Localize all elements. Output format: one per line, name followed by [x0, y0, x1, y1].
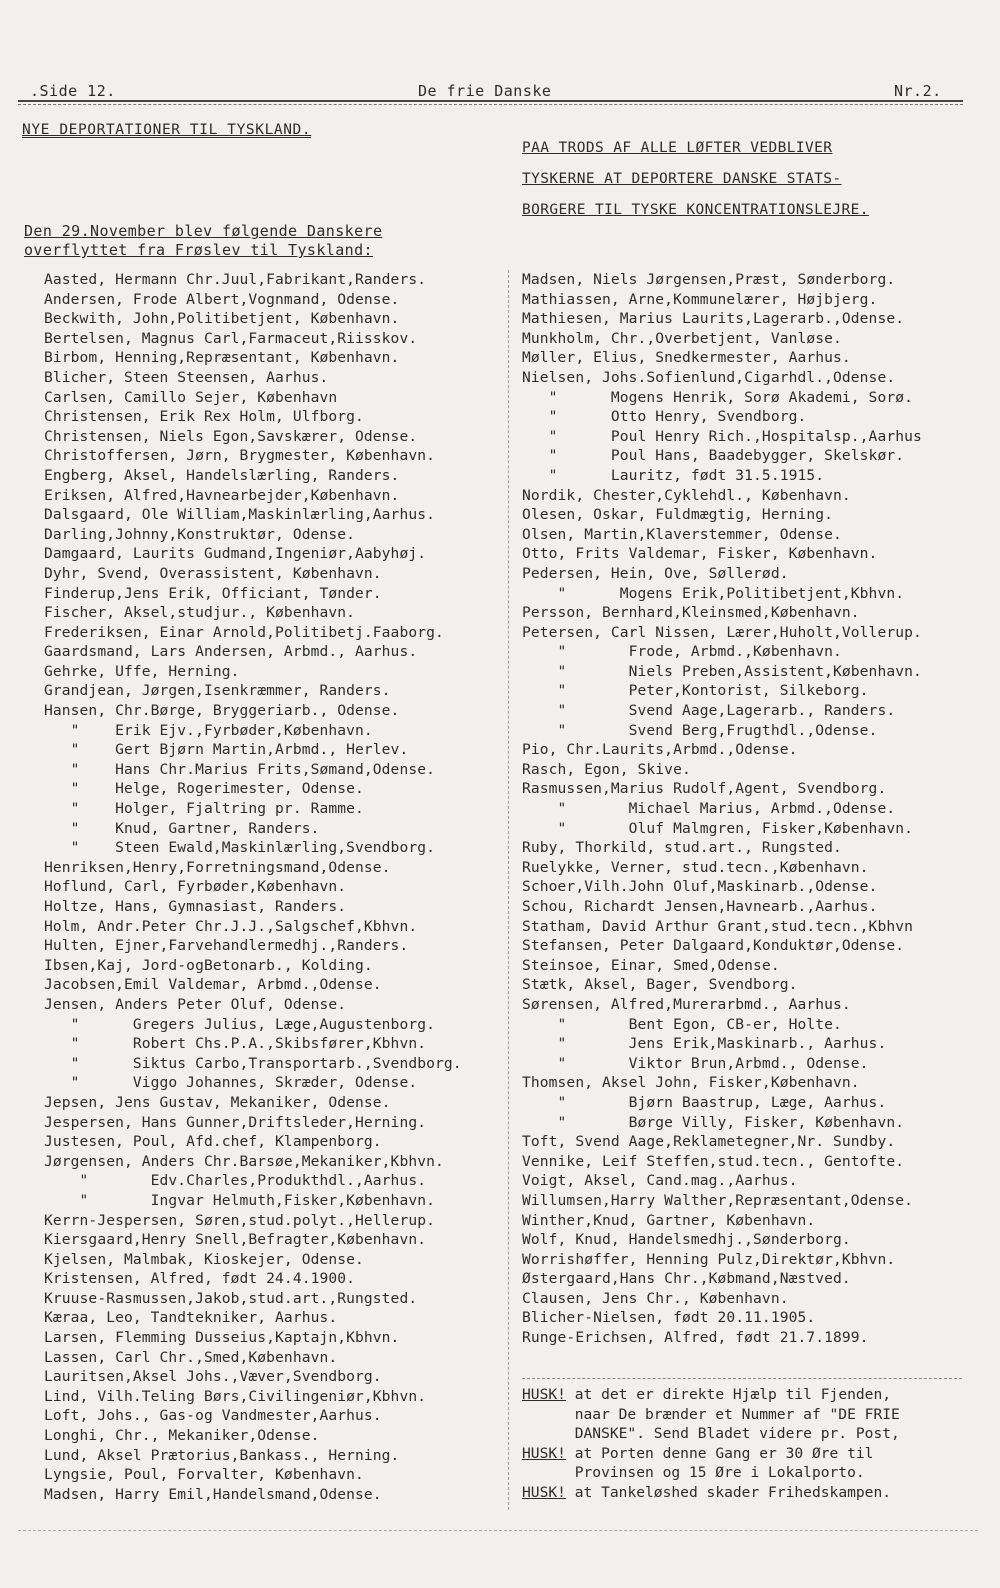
bottom-rule — [18, 1530, 978, 1531]
list-item: " Gregers Julius, Læge,Augustenborg. — [44, 1015, 435, 1033]
list-item: Lind, Vilh.Teling Børs,Civilingeniør,Kbhvn. — [44, 1387, 427, 1405]
list-item: " Siktus Carbo,Transportarb.,Svendborg. — [44, 1054, 462, 1072]
list-item: " Mogens Henrik, Sorø Akademi, Sorø. — [522, 388, 913, 406]
list-item: Gaardsmand, Lars Andersen, Arbmd., Aarhus. — [44, 643, 418, 661]
list-item: Madsen, Niels Jørgensen,Præst, Sønderborg. — [522, 271, 896, 288]
list-item: Willumsen,Harry Walther,Repræsentant,Odense. — [522, 1191, 913, 1209]
note-text: at det er direkte Hjælp til Fjenden, — [574, 1386, 892, 1403]
note-text: Provinsen og 15 Øre i Lokalporto. — [574, 1464, 865, 1481]
list-item: Jacobsen,Emil Valdemar, Arbmd.,Odense. — [44, 976, 382, 994]
right-title-line-1: PAA TRODS AF ALLE LØFTER VEDBLIVER — [522, 140, 833, 156]
column-divider — [508, 270, 509, 1510]
list-item: Jespersen, Hans Gunner,Driftsleder,Herning. — [44, 1113, 427, 1131]
list-item: Nielsen, Johs.Sofienlund,Cigarhdl.,Odense. — [522, 368, 896, 386]
issue-number: Nr.2. — [894, 82, 942, 100]
list-item: Mathiassen, Arne,Kommunelærer, Højbjerg. — [522, 290, 878, 308]
list-item: Toft, Svend Aage,Reklametegner,Nr. Sundby. — [522, 1133, 896, 1151]
list-item: Holm, Andr.Peter Chr.J.J.,Salgschef,Kbhvn. — [44, 917, 418, 935]
list-item: Lassen, Carl Chr.,Smed,København. — [44, 1348, 338, 1366]
left-deportee-list — [44, 270, 502, 1504]
list-item: Statham, David Arthur Grant,stud.tecn.,Kbhvn — [522, 917, 913, 935]
list-item: Thomsen, Aksel John, Fisker,København. — [522, 1074, 860, 1092]
list-item: Runge-Erichsen, Alfred, født 21.7.1899. — [522, 1329, 869, 1347]
list-item: Clausen, Jens Chr., København. — [522, 1289, 789, 1307]
list-item: Kæraa, Leo, Tandtekniker, Aarhus. — [44, 1309, 338, 1327]
list-item: Kristensen, Alfred, født 24.4.1900. — [44, 1270, 356, 1288]
list-item: Darling,Johnny,Konstruktør, Odense. — [44, 525, 356, 543]
list-item: Nordik, Chester,Cyklehdl., København. — [522, 486, 851, 504]
list-item: Aasted, Hermann Chr.Juul,Fabrikant,Randers. — [44, 271, 427, 288]
newspaper-title: De frie Danske — [418, 82, 552, 100]
list-item: Ibsen,Kaj, Jord-ogBetonarb., Kolding. — [44, 956, 373, 974]
list-item: " Michael Marius, Arbmd.,Odense. — [522, 800, 896, 818]
list-item: Longhi, Chr., Mekaniker,Odense. — [44, 1427, 320, 1445]
note-row — [522, 1483, 962, 1503]
list-item: Larsen, Flemming Dusseius,Kaptajn,Kbhvn. — [44, 1329, 400, 1347]
list-item: " Robert Chs.P.A.,Skibsfører,Kbhvn. — [44, 1035, 427, 1053]
list-item: Christensen, Niels Egon,Savskærer, Odense. — [44, 427, 418, 445]
list-item: Winther,Knud, Gartner, København. — [522, 1211, 816, 1229]
left-article-title: NYE DEPORTATIONER TIL TYSKLAND. — [22, 122, 312, 138]
list-item: Dalsgaard, Ole William,Maskinlærling,Aarhus. — [44, 506, 435, 524]
left-intro-line-2: overflyttet fra Frøslev til Tyskland: — [24, 241, 373, 259]
list-item: Otto, Frits Valdemar, Fisker, København. — [522, 545, 878, 563]
list-item: " Otto Henry, Svendborg. — [522, 408, 807, 426]
list-item: Østergaard,Hans Chr.,Købmand,Næstved. — [522, 1270, 851, 1288]
list-item: Pio, Chr.Laurits,Arbmd.,Odense. — [522, 741, 798, 759]
list-item: Kerrn-Jespersen, Søren,stud.polyt.,Hellerup. — [44, 1211, 435, 1229]
list-item: Finderup,Jens Erik, Officiant, Tønder. — [44, 584, 382, 602]
list-item: " Mogens Erik,Politibetjent,Kbhvn. — [522, 584, 905, 602]
list-item: Worrishøffer, Henning Pulz,Direktør,Kbhvn. — [522, 1250, 896, 1268]
list-item: Christensen, Erik Rex Holm, Ulfborg. — [44, 408, 364, 426]
list-item: Hansen, Chr.Børge, Bryggeriarb., Odense. — [44, 702, 400, 720]
list-item: " Poul Hans, Baadebygger, Skelskør. — [522, 447, 905, 465]
list-item: " Edv.Charles,Produkthdl.,Aarhus. — [44, 1172, 427, 1190]
list-item: Persson, Bernhard,Kleinsmed,København. — [522, 604, 860, 622]
list-item: Birbom, Henning,Repræsentant, København. — [44, 349, 400, 367]
list-item: " Viktor Brun,Arbmd., Odense. — [522, 1054, 869, 1072]
list-item: " Helge, Rogerimester, Odense. — [44, 780, 364, 798]
list-item: Engberg, Aksel, Handelslærling, Randers. — [44, 466, 400, 484]
note-text: at Porten denne Gang er 30 Øre til — [574, 1444, 874, 1462]
list-item: " Svend Aage,Lagerarb., Randers. — [522, 702, 896, 720]
list-item: Holtze, Hans, Gymnasiast, Randers. — [44, 898, 347, 915]
husk-label: HUSK! — [522, 1483, 566, 1501]
note-text: at Tankeløshed skader Frihedskampen. — [574, 1483, 892, 1501]
list-item: Bertelsen, Magnus Carl,Farmaceut,Riisskov. — [44, 329, 418, 347]
list-item: Kiersgaard,Henry Snell,Befragter,København. — [44, 1231, 427, 1249]
list-item: " Holger, Fjaltring pr. Ramme. — [44, 800, 364, 818]
reminder-notes — [522, 1385, 962, 1502]
note-row — [522, 1463, 962, 1483]
note-row — [522, 1385, 962, 1405]
list-item: Olsen, Martin,Klaverstemmer, Odense. — [522, 525, 842, 543]
list-item: Madsen, Harry Emil,Handelsmand,Odense. — [44, 1485, 382, 1503]
list-item: Pedersen, Hein, Ove, Søllerød. — [522, 564, 789, 582]
note-row — [522, 1405, 962, 1425]
list-item: Ruelykke, Verner, stud.tecn.,København. — [522, 858, 869, 876]
list-item: Carlsen, Camillo Sejer, København — [44, 388, 338, 406]
list-item: Stætk, Aksel, Bager, Svendborg. — [522, 976, 798, 994]
list-item: Voigt, Aksel, Cand.mag.,Aarhus. — [522, 1172, 798, 1190]
list-item: Blicher-Nielsen, født 20.11.1905. — [522, 1309, 816, 1327]
list-item: Ruby, Thorkild, stud.art., Rungsted. — [522, 839, 842, 857]
list-item: Hoflund, Carl, Fyrbøder,København. — [44, 878, 347, 896]
list-item: Dyhr, Svend, Overassistent, København. — [44, 564, 382, 582]
list-item: " Ingvar Helmuth,Fisker,København. — [44, 1191, 435, 1209]
list-item: " Svend Berg,Frugthdl.,Odense. — [522, 721, 878, 739]
list-item: Jørgensen, Anders Chr.Barsøe,Mekaniker,Kbhvn. — [44, 1152, 444, 1170]
list-item: Vennike, Leif Steffen,stud.tecn., Gentofte. — [522, 1152, 905, 1170]
list-item: Stefansen, Peter Dalgaard,Konduktør,Odense. — [522, 937, 905, 955]
list-item: Petersen, Carl Nissen, Lærer,Huholt,Vollerup. — [522, 623, 922, 641]
list-item: " Viggo Johannes, Skræder, Odense. — [44, 1074, 418, 1092]
left-intro-line-1: Den 29.November blev følgende Danskere — [24, 222, 383, 240]
list-item: " Børge Villy, Fisker, København. — [522, 1113, 905, 1131]
list-item: Loft, Johs., Gas-og Vandmester,Aarhus. — [44, 1407, 382, 1425]
list-item: " Knud, Gartner, Randers. — [44, 819, 320, 837]
husk-label: HUSK! — [522, 1386, 566, 1403]
list-item: Fischer, Aksel,studjur., København. — [44, 604, 356, 622]
list-item: Justesen, Poul, Afd.chef, Klampenborg. — [44, 1133, 382, 1151]
list-item: Jensen, Anders Peter Oluf, Odense. — [44, 995, 347, 1013]
page-number: .Side 12. — [30, 82, 116, 100]
list-item: " Peter,Kontorist, Silkeborg. — [522, 682, 869, 700]
list-item: Kruuse-Rasmussen,Jakob,stud.art.,Rungsted. — [44, 1289, 418, 1307]
list-item: Hulten, Ejner,Farvehandlermedhj.,Randers. — [44, 937, 409, 955]
list-item: " Oluf Malmgren, Fisker,København. — [522, 819, 913, 837]
list-item: " Steen Ewald,Maskinlærling,Svendborg. — [44, 839, 435, 857]
right-title-line-2: TYSKERNE AT DEPORTERE DANSKE STATS- — [522, 171, 842, 187]
list-item: Henriksen,Henry,Forretningsmand,Odense. — [44, 858, 391, 876]
list-item: " Frode, Arbmd.,København. — [522, 643, 842, 661]
list-item: Christoffersen, Jørn, Brygmester, København. — [44, 447, 435, 465]
list-item: " Bjørn Baastrup, Læge, Aarhus. — [522, 1093, 887, 1111]
list-item: " Bent Egon, CB-er, Holte. — [522, 1015, 842, 1033]
list-item: Blicher, Steen Steensen, Aarhus. — [44, 368, 329, 386]
list-item: " Niels Preben,Assistent,København. — [522, 662, 922, 680]
list-item: Lyngsie, Poul, Forvalter, København. — [44, 1466, 364, 1484]
list-item: Møller, Elius, Snedkermester, Aarhus. — [522, 349, 851, 367]
list-item: Frederiksen, Einar Arnold,Politibetj.Faaborg. — [44, 623, 444, 641]
list-item: Rasch, Egon, Skive. — [522, 760, 691, 778]
list-item: Munkholm, Chr.,Overbetjent, Vanløse. — [522, 329, 842, 347]
list-item: Wolf, Knud, Handelsmedhj.,Sønderborg. — [522, 1231, 851, 1249]
list-item: " Poul Henry Rich.,Hospitalsp.,Aarhus — [522, 427, 922, 445]
list-item: " Erik Ejv.,Fyrbøder,København. — [44, 721, 373, 739]
header-rule — [18, 100, 963, 102]
list-item: Damgaard, Laurits Gudmand,Ingeniør,Aabyhøj. — [44, 545, 427, 563]
note-row — [522, 1424, 962, 1444]
list-item: " Gert Bjørn Martin,Arbmd., Herlev. — [44, 741, 409, 759]
list-item: " Lauritz, født 31.5.1915. — [522, 466, 825, 484]
list-item: Kjelsen, Malmbak, Kioskejer, Odense. — [44, 1250, 364, 1268]
list-item: " Hans Chr.Marius Frits,Sømand,Odense. — [44, 760, 435, 778]
header-rule-dashed — [18, 104, 963, 105]
list-item: Eriksen, Alfred,Havnearbejder,København. — [44, 486, 400, 504]
list-item: Andersen, Frode Albert,Vognmand, Odense. — [44, 290, 400, 308]
list-item: Lauritsen,Aksel Johs.,Væver,Svendborg. — [44, 1368, 382, 1386]
husk-label: HUSK! — [522, 1444, 566, 1462]
list-item: Gehrke, Uffe, Herning. — [44, 662, 240, 680]
list-item: Schoer,Vilh.John Oluf,Maskinarb.,Odense. — [522, 878, 878, 896]
list-item: Mathiesen, Marius Laurits,Lagerarb.,Odense. — [522, 310, 905, 328]
list-item: Grandjean, Jørgen,Isenkræmmer, Randers. — [44, 682, 391, 700]
right-title-line-3: BORGERE TIL TYSKE KONCENTRATIONSLEJRE. — [522, 202, 869, 218]
notes-rule — [522, 1378, 962, 1379]
note-row — [522, 1444, 962, 1464]
list-item: Beckwith, John,Politibetjent, København. — [44, 310, 400, 328]
list-item: Sørensen, Alfred,Murerarbmd., Aarhus. — [522, 995, 851, 1013]
note-text: naar De brænder et Nummer af "DE FRIE — [574, 1405, 900, 1423]
list-item: Lund, Aksel Prætorius,Bankass., Herning. — [44, 1446, 400, 1464]
note-text: DANSKE". Send Bladet videre pr. Post, — [574, 1425, 900, 1442]
list-item: Olesen, Oskar, Fuldmægtig, Herning. — [522, 506, 834, 524]
right-deportee-list — [522, 270, 982, 1348]
list-item: Rasmussen,Marius Rudolf,Agent, Svendborg. — [522, 780, 887, 798]
list-item: Schou, Richardt Jensen,Havnearb.,Aarhus. — [522, 898, 878, 915]
list-item: " Jens Erik,Maskinarb., Aarhus. — [522, 1035, 887, 1053]
list-item: Steinsoe, Einar, Smed,Odense. — [522, 956, 780, 974]
list-item: Jepsen, Jens Gustav, Mekaniker, Odense. — [44, 1093, 391, 1111]
